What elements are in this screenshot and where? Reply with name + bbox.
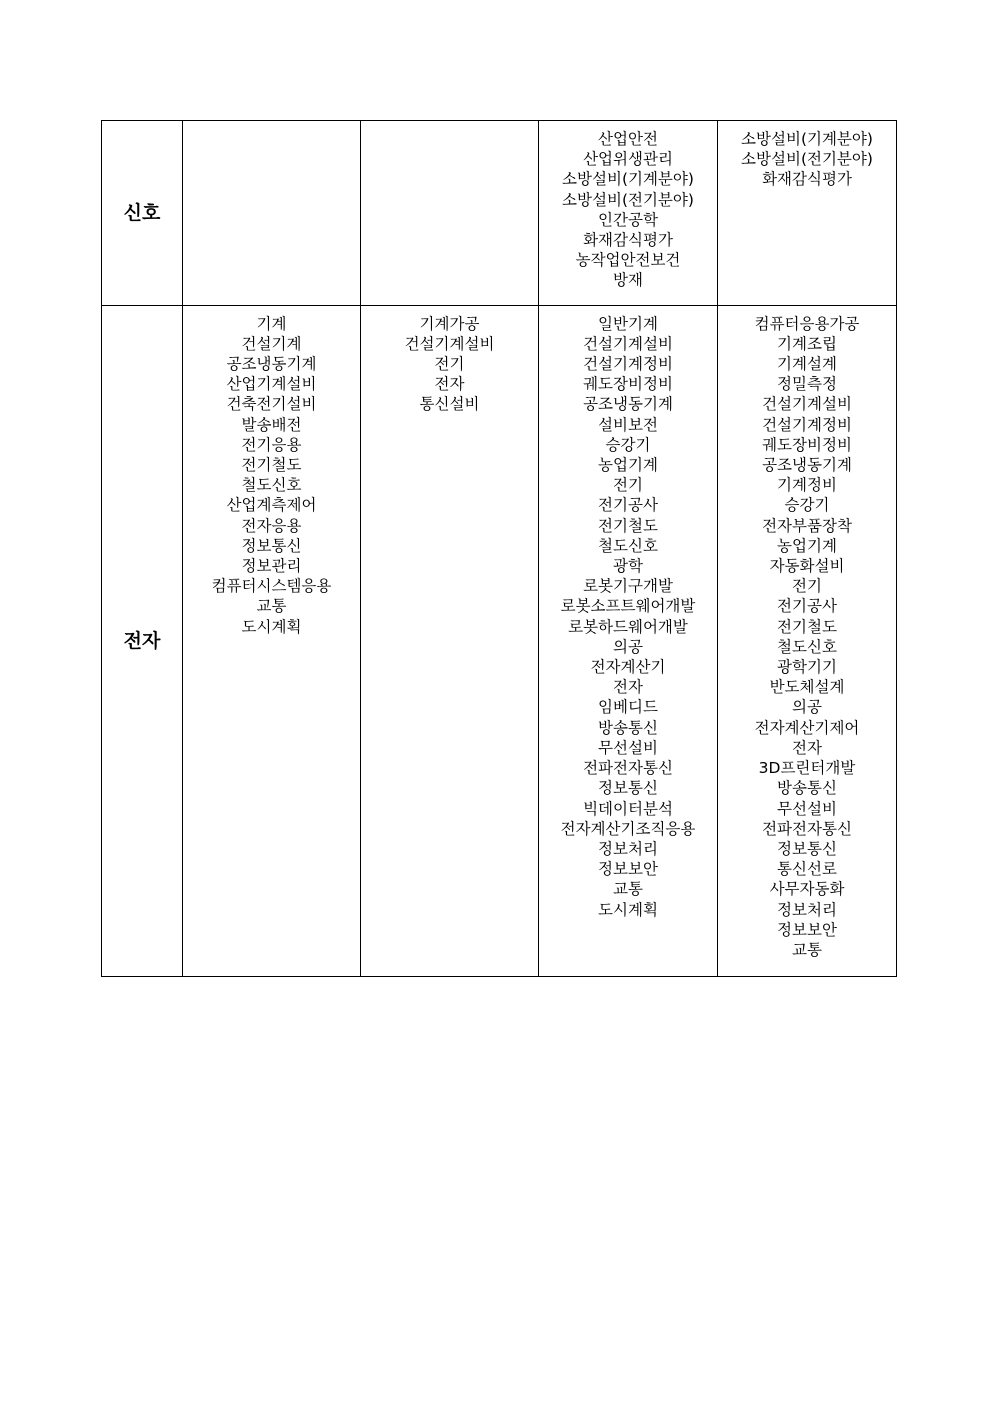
- list-item: 건설기계설비: [404, 334, 495, 353]
- list-item: 무선설비: [598, 738, 658, 757]
- list-item: 전기철도: [241, 456, 302, 475]
- list-item: 전기: [792, 577, 822, 596]
- list-item: 전기공사: [598, 496, 658, 515]
- list-item: 정보처리: [777, 900, 837, 919]
- list-item: 전기: [434, 355, 465, 374]
- list-item: 3D프린터개발: [758, 759, 856, 778]
- row-header-sinho: 신호: [102, 121, 183, 306]
- list-item: 전자계산기: [590, 658, 666, 677]
- list-item: 정보보안: [598, 860, 658, 879]
- list-item: 철도신호: [241, 476, 302, 495]
- list-item: 건설기계설비: [762, 395, 852, 414]
- list-item: 산업기계설비: [226, 375, 317, 394]
- cell-jeonja-col3: [539, 305, 718, 976]
- list-item: 반도체설계: [769, 678, 845, 697]
- list-item: 방송통신: [598, 718, 658, 737]
- list-item: 전자계산기조직응용: [560, 819, 696, 838]
- list-item: 설비보전: [598, 415, 658, 434]
- list-item: 공조냉동기계: [226, 355, 317, 374]
- list-item: 자동화설비: [769, 557, 845, 576]
- list-item: 광학기기: [777, 658, 837, 677]
- list-item: 기계정비: [777, 476, 837, 495]
- list-item: 교통: [792, 940, 822, 959]
- list-item: 도시계획: [598, 900, 658, 919]
- list-item: 소방설비(전기분야): [562, 190, 694, 209]
- list-item: 궤도장비정비: [762, 435, 852, 454]
- qualification-table: [101, 120, 897, 977]
- list-item: 건축전기설비: [226, 395, 317, 414]
- list-item: 전기철도: [598, 516, 658, 535]
- list-item: 의공: [613, 637, 643, 656]
- cell-sinho-col4: [718, 121, 897, 306]
- list-item: 건설기계설비: [583, 334, 673, 353]
- list-item: 궤도장비정비: [583, 375, 673, 394]
- list-item: 전기응용: [241, 435, 302, 454]
- list-item: 소방설비(전기분야): [741, 150, 873, 169]
- list-item: 도시계획: [241, 617, 302, 636]
- list-item: 소방설비(기계분야): [741, 130, 873, 148]
- list-item: 로봇기구개발: [583, 577, 673, 596]
- list-item: 산업위생관리: [583, 150, 673, 169]
- list-item: 교통: [613, 880, 643, 899]
- list-item: 정보관리: [241, 557, 302, 576]
- list-item: 사무자동화: [769, 880, 845, 899]
- list-item: 공조냉동기계: [583, 395, 673, 414]
- list-item: 전자: [613, 678, 643, 697]
- list-item: 정보통신: [777, 839, 837, 858]
- list-item: 소방설비(기계분야): [562, 170, 694, 189]
- list-item: 승강기: [605, 435, 651, 454]
- list-item: 산업계측제어: [226, 496, 317, 515]
- row-header-jeonja: 전자: [102, 305, 183, 976]
- table-row-sinho: [102, 121, 897, 306]
- list-item: 전자: [792, 738, 822, 757]
- list-item: 기계: [256, 314, 287, 333]
- list-item: 승강기: [784, 496, 830, 515]
- list-item: 공조냉동기계: [762, 456, 852, 475]
- cell-sinho-col1: [183, 121, 361, 306]
- cell-sinho-col2: [361, 121, 539, 306]
- list-item: 건설기계정비: [583, 355, 673, 374]
- list-item: 로봇하드웨어개발: [568, 617, 688, 636]
- list-item: 교통: [256, 597, 287, 616]
- list-item: 기계조립: [777, 334, 837, 353]
- list-item: 전자: [434, 375, 465, 394]
- list-item: 농업기계: [777, 536, 837, 555]
- list-item: 인간공학: [598, 210, 658, 229]
- list-item: 건설기계: [241, 334, 302, 353]
- list-item: 건설기계정비: [762, 415, 852, 434]
- list-item: 전자응용: [241, 516, 302, 535]
- list-item: 전자계산기제어: [754, 718, 860, 737]
- cell-sinho-col3: [539, 121, 718, 306]
- list-item: 농작업안전보건: [575, 251, 681, 270]
- list-item: 산업안전: [598, 130, 658, 148]
- list-item: 철도신호: [598, 536, 658, 555]
- list-item: 정밀측정: [777, 375, 837, 394]
- list-item: 로봇소프트웨어개발: [560, 597, 696, 616]
- list-item: 화재감식평가: [762, 170, 852, 189]
- list-item: 통신설비: [419, 395, 480, 414]
- list-item: 철도신호: [777, 637, 837, 656]
- list-item: 무선설비: [777, 799, 837, 818]
- list-item: 정보처리: [598, 839, 658, 858]
- list-item: 기계설계: [777, 355, 837, 374]
- list-item: 통신선로: [777, 860, 837, 879]
- list-item: 전파전자통신: [583, 759, 673, 778]
- list-item: 컴퓨터응용가공: [754, 314, 860, 333]
- list-item: 화재감식평가: [583, 231, 673, 250]
- list-item: 전기: [613, 476, 643, 495]
- table-row-jeonja: [102, 305, 897, 976]
- list-item: 빅데이터분석: [583, 799, 673, 818]
- list-item: 농업기계: [598, 456, 658, 475]
- list-item: 방송통신: [777, 779, 837, 798]
- list-item: 기계가공: [419, 314, 480, 333]
- cell-jeonja-col4: [718, 305, 897, 976]
- list-item: 정보보안: [777, 920, 837, 939]
- list-item: 전기공사: [777, 597, 837, 616]
- list-item: 의공: [792, 698, 822, 717]
- list-item: 발송배전: [241, 415, 302, 434]
- list-item: 컴퓨터시스템응용: [211, 577, 332, 596]
- list-item: 정보통신: [241, 536, 302, 555]
- list-item: 방재: [613, 271, 643, 290]
- list-item: 일반기계: [598, 314, 658, 333]
- list-item: 정보통신: [598, 779, 658, 798]
- list-item: 전파전자통신: [762, 819, 852, 838]
- list-item: 전자부품장착: [762, 516, 852, 535]
- list-item: 임베디드: [598, 698, 658, 717]
- cell-jeonja-col2: [361, 305, 539, 976]
- list-item: 전기철도: [777, 617, 837, 636]
- list-item: 광학: [613, 557, 643, 576]
- cell-jeonja-col1: [183, 305, 361, 976]
